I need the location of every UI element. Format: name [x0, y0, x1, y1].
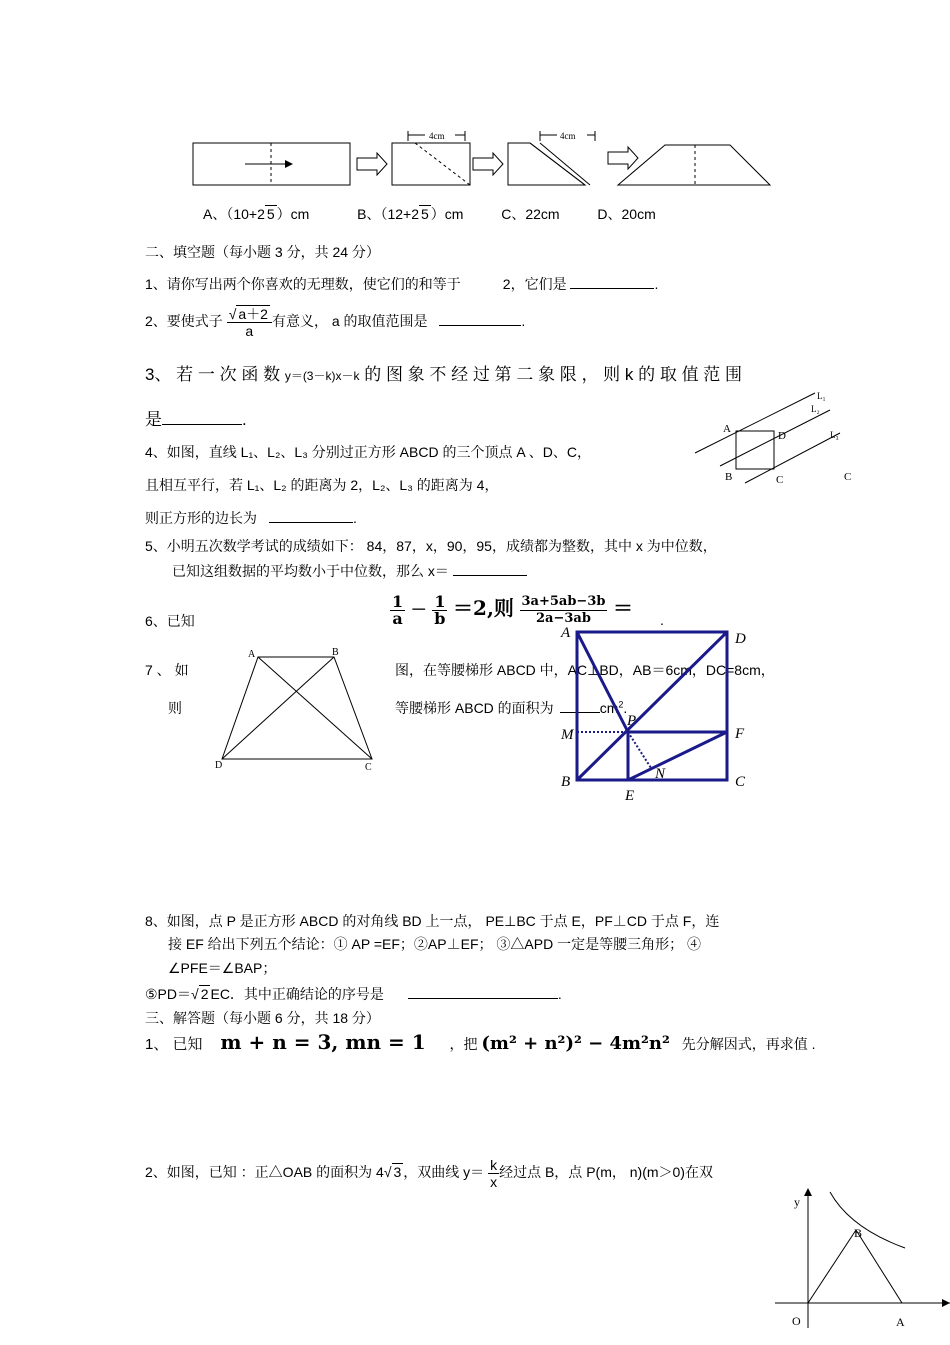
trapezoid-figure: [212, 645, 382, 775]
square-figure: [555, 625, 760, 805]
svg-text:B: B: [332, 647, 339, 658]
arrow-3: [608, 147, 638, 169]
svg-text:E: E: [625, 788, 635, 804]
svg-text:D: D: [735, 631, 746, 647]
section3-title: 三、解答题（每小题 6 分，共 18 分）: [145, 1010, 380, 1026]
svg-text:L₂: L₂: [811, 404, 820, 414]
svg-text:A: A: [248, 649, 256, 660]
fill-q7-pre2: 则: [168, 700, 182, 716]
fill-q6-label: 6、已知: [145, 613, 195, 629]
arrow-2: [473, 153, 503, 175]
fill-q6-expr: $\frac{1}{a}$ － $\frac{1}{b}$ ＝2,则 $\frac{3a+5ab-3b}{2a-3ab}$ ＝: [392, 592, 634, 628]
hyperbola-figure: [770, 1188, 950, 1333]
fill-q8-l3: ∠PFE＝∠BAP；: [168, 960, 277, 976]
svg-text:B: B: [854, 1226, 863, 1240]
solve-q2: 2、如图，已知 ：正△OAB 的面积为 4√ 3 ，双曲线 y＝ $\frac{k}{x}$ 经过点 B，点 P(m， n)(m＞0)在双: [145, 1157, 713, 1190]
svg-text:A: A: [561, 625, 571, 641]
fill-q8-l4: ⑤PD＝√ 2 EC．其中正确结论的序号是 .: [145, 986, 562, 1002]
svg-text:C: C: [844, 471, 852, 483]
fill-q7-pre: 7 、 如: [145, 662, 189, 678]
svg-text:N: N: [655, 766, 666, 782]
svg-text:M: M: [561, 727, 574, 743]
svg-text:D: D: [215, 760, 223, 771]
svg-text:P: P: [627, 713, 637, 729]
section2-title: 二、填空题（每小题 3 分，共 24 分）: [145, 244, 380, 260]
fill-q3-line2: 是 .: [145, 410, 247, 429]
fold-options: A、（10+2 5 ）cm B、（12+2 5 ）cm C、22cm D、20cm: [203, 206, 656, 222]
fill-q3: 3、 若 一 次 函 数 y＝(3－k)x－k 的 图 象 不 经 过 第 二 象 限 ， 则 k 的 取 值 范 围: [145, 365, 743, 384]
svg-text:A: A: [723, 423, 731, 435]
svg-text:O: O: [792, 1314, 801, 1328]
fill-q5-l2: 已知这组数据的平均数小于中位数，那么 x＝: [172, 561, 527, 581]
folding-figure: [185, 125, 785, 193]
fill-q4-l3: 则正方形的边长为 .: [145, 510, 357, 526]
length-label-2: 4cm: [560, 131, 576, 141]
svg-text:B: B: [561, 774, 571, 790]
svg-text:L₃: L₃: [830, 430, 839, 440]
svg-text:C: C: [365, 762, 372, 773]
solve-q1: 1、 已知 m + n = 3, mn = 1 ，把 (m² + n²)² − 4m²n² 先分解因式，再求值 .: [145, 1030, 816, 1054]
fill-q2: 2、要使式子 $\frac{√ a+2}{a}$ 有意义， a 的取值范围是 .: [145, 306, 526, 339]
svg-text:C: C: [776, 474, 784, 486]
fill-q1: 1、请你写出两个你喜欢的无理数，使它们的和等于 2，它们是 .: [145, 276, 659, 292]
arrow-1: [357, 153, 387, 175]
fill-q4-l1: 4、如图，直线 L₁、L₂、L₃ 分别过正方形 ABCD 的三个顶点 A 、D、C，: [145, 444, 592, 460]
svg-text:y: y: [794, 1195, 800, 1209]
fill-q7-l2: 等腰梯形 ABCD 的面积为 $cm^2$.: [395, 699, 628, 716]
trapezoid: [618, 145, 770, 185]
fill-q5-l1: 5、小明五次数学考试的成绩如下： 84，87，x，90，95，成绩都为整数，其中 x 为中位数，: [145, 538, 717, 554]
fill-q8-l1: 8、如图，点 P 是正方形 ABCD 的对角线 BD 上一点， PE⊥BC 于点 E，PF⊥CD 于点 F，连: [145, 913, 720, 929]
svg-text:B: B: [725, 471, 733, 483]
fill-q4-l2: 且相互平行，若 L₁、L₂ 的距离为 2，L₂、L₃ 的距离为 4，: [145, 477, 499, 493]
fill-q8-l2: 接 EF 给出下列五个结论：① AP =EF；②AP⊥EF； ③△APD 一定是等腰三角形； ④: [168, 936, 701, 952]
svg-text:C: C: [735, 774, 746, 790]
svg-text:F: F: [735, 726, 745, 742]
svg-text:L₁: L₁: [817, 391, 826, 401]
length-label-1: 4cm: [429, 131, 445, 141]
parallel-lines-figure: [690, 388, 860, 488]
svg-text:A: A: [896, 1315, 905, 1329]
fill-q7-l1: 图，在等腰梯形 ABCD 中，AC⊥BD，AB＝6cm，DC=8cm，: [395, 662, 775, 678]
svg-text:D: D: [778, 430, 786, 442]
